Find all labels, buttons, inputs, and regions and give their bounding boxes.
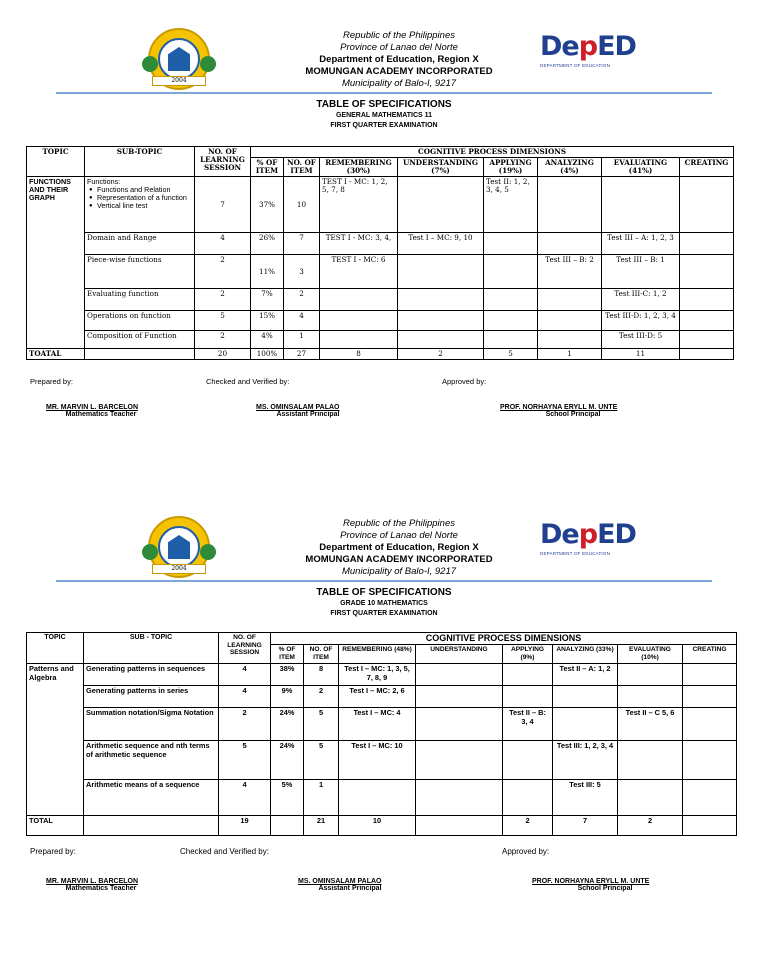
- total-subtopic: [85, 349, 195, 360]
- col-subtopic: SUB - TOPIC: [84, 633, 219, 664]
- province-line: Province of Lanao del Norte: [340, 530, 458, 541]
- col-remembering: REMEMBERING (30%): [320, 158, 398, 177]
- table-row: [27, 707, 737, 740]
- analyzing-cell: [553, 707, 618, 740]
- table-header-row: [27, 147, 734, 158]
- col-applying: APPLYING (19%): [484, 158, 538, 177]
- sessions-cell: 4: [219, 779, 271, 815]
- col-creating: CREATING: [680, 158, 734, 177]
- analyzing-cell: [538, 289, 602, 311]
- analyzing-cell: Test III: 1, 2, 3, 4: [553, 740, 618, 779]
- items-cell: 2: [304, 685, 339, 707]
- specification-table: [26, 146, 734, 360]
- subtopic-cell: Composition of Function: [85, 331, 195, 349]
- analyzing-cell: Test III – B: 2: [538, 255, 602, 289]
- deped-logo-de: De: [540, 31, 579, 62]
- sessions-cell: 2: [219, 707, 271, 740]
- preparer-name: MR. MARVIN L. BARCELON: [46, 878, 139, 885]
- evaluating-cell: [618, 685, 683, 707]
- total-creating: [683, 815, 737, 835]
- department-line: Department of Education, Region X: [319, 54, 479, 65]
- analyzing-cell: [538, 311, 602, 331]
- analyzing-cell: [538, 233, 602, 255]
- applying-cell: [503, 740, 553, 779]
- understanding-cell: Test I – MC: 9, 10: [398, 233, 484, 255]
- preparer-signature: [46, 404, 156, 418]
- understanding-cell: [398, 331, 484, 349]
- letterhead: [0, 510, 768, 586]
- seal-year: 2004: [152, 564, 206, 574]
- checker-role: Assistant Principal: [318, 885, 382, 892]
- sessions-cell: 4: [195, 233, 251, 255]
- analyzing-cell: Test II – A: 1, 2: [553, 663, 618, 685]
- col-items: NO. OF ITEM: [304, 644, 339, 663]
- deped-logo-ed: ED: [597, 519, 636, 550]
- table-row: [27, 331, 734, 349]
- specification-table: [26, 632, 737, 836]
- approver-role: School Principal: [577, 885, 633, 892]
- sessions-cell: 2: [195, 255, 251, 289]
- checked-by-label: Checked and Verified by:: [180, 847, 269, 856]
- items-cell: 4: [284, 311, 320, 331]
- letterhead-text: [0, 30, 768, 90]
- approver-name: PROF. NORHAYNA ERYLL M. UNTE: [532, 878, 650, 885]
- evaluating-cell: [618, 663, 683, 685]
- total-understanding: 2: [398, 349, 484, 360]
- items-cell: 7: [284, 233, 320, 255]
- topic-cell: Patterns and Algebra: [27, 663, 84, 815]
- analyzing-cell: [553, 685, 618, 707]
- table-row: [27, 663, 737, 685]
- total-remembering: 8: [320, 349, 398, 360]
- evaluating-cell: Test III-C: 1, 2: [602, 289, 680, 311]
- seal-year: 2004: [152, 76, 206, 86]
- applying-cell: [503, 663, 553, 685]
- bullet-item: ● Representation of a function: [87, 194, 192, 202]
- document-title: TABLE OF SPECIFICATIONS: [316, 587, 452, 598]
- items-cell: 2: [284, 289, 320, 311]
- total-remembering: 10: [339, 815, 416, 835]
- pct-cell: 24%: [271, 707, 304, 740]
- applying-cell: Test II – B: 3, 4: [503, 707, 553, 740]
- applying-cell: Test II: 1, 2, 3, 4, 5: [484, 177, 538, 233]
- col-analyzing: ANALYZING (33%): [553, 644, 618, 663]
- header-rule: [56, 580, 712, 582]
- prepared-by-label: Prepared by:: [30, 377, 73, 386]
- items-cell: 5: [304, 707, 339, 740]
- municipality-line: Municipality of Balo-I, 9217: [341, 78, 457, 89]
- pct-cell: 11%: [251, 255, 284, 289]
- creating-cell: [680, 289, 734, 311]
- remembering-cell: [320, 331, 398, 349]
- understanding-cell: [398, 311, 484, 331]
- deped-logo-subtitle: DEPARTMENT OF EDUCATION: [540, 551, 611, 556]
- preparer-role: Mathematics Teacher: [65, 411, 137, 418]
- remembering-cell: Test I – MC: 1, 3, 5, 7, 8, 9: [339, 663, 416, 685]
- table-row: [27, 289, 734, 311]
- deped-logo-p: p: [578, 519, 598, 550]
- evaluating-cell: Test II – C 5, 6: [618, 707, 683, 740]
- table-header-row: [27, 633, 737, 645]
- total-evaluating: 11: [602, 349, 680, 360]
- creating-cell: [680, 233, 734, 255]
- evaluating-cell: Test III – A: 1, 2, 3: [602, 233, 680, 255]
- total-items: 21: [304, 815, 339, 835]
- tos-general-mathematics: [0, 20, 768, 418]
- col-subtopic: SUB-TOPIC: [85, 147, 195, 177]
- understanding-cell: [398, 255, 484, 289]
- remembering-cell: Test I – MC: 10: [339, 740, 416, 779]
- document-titles: [0, 98, 768, 131]
- header-rule: [56, 92, 712, 94]
- document-subject: GENERAL MATHEMATICS 11: [335, 112, 433, 119]
- items-cell: 8: [304, 663, 339, 685]
- remembering-cell: Test I – MC: 4: [339, 707, 416, 740]
- total-label: TOATAL: [27, 349, 85, 360]
- subtopic-cell: Evaluating function: [85, 289, 195, 311]
- table-row: [27, 685, 737, 707]
- remembering-cell: [339, 779, 416, 815]
- evaluating-cell: Test III-D: 5: [602, 331, 680, 349]
- col-evaluating: EVALUATING (10%): [618, 644, 683, 663]
- total-understanding: [416, 815, 503, 835]
- creating-cell: [683, 740, 737, 779]
- pct-cell: 15%: [251, 311, 284, 331]
- col-topic: TOPIC: [27, 633, 84, 664]
- sessions-cell: 2: [195, 331, 251, 349]
- document-titles: [0, 586, 768, 619]
- creating-cell: [683, 707, 737, 740]
- approver-role: School Principal: [545, 411, 601, 418]
- pct-cell: 37%: [251, 177, 284, 233]
- applying-cell: [484, 331, 538, 349]
- deped-logo-p: p: [578, 31, 598, 62]
- col-remembering: REMEMBERING (48%): [339, 644, 416, 663]
- creating-cell: [683, 779, 737, 815]
- approver-signature: [500, 404, 646, 418]
- checked-by-label: Checked and Verified by:: [206, 377, 290, 386]
- analyzing-cell: [538, 177, 602, 233]
- col-sessions: NO. OF LEARNING SESSION: [195, 147, 251, 177]
- col-cognitive-dims: COGNITIVE PROCESS DIMENSIONS: [251, 147, 734, 158]
- document-title: TABLE OF SPECIFICATIONS: [316, 99, 452, 110]
- subtopic-cell: Summation notation/Sigma Notation: [84, 707, 219, 740]
- table-row: [27, 177, 734, 233]
- deped-logo: [540, 32, 636, 78]
- preparer-role: Mathematics Teacher: [65, 885, 137, 892]
- col-items: NO. OF ITEM: [284, 158, 320, 177]
- items-cell: 1: [284, 331, 320, 349]
- topic-cell: FUNCTIONS AND THEIR GRAPH: [27, 177, 85, 349]
- subtopic-cell: Piece-wise functions: [85, 255, 195, 289]
- sessions-cell: 7: [195, 177, 251, 233]
- deped-logo-subtitle: DEPARTMENT OF EDUCATION: [540, 63, 611, 68]
- table-row: [27, 740, 737, 779]
- creating-cell: [683, 663, 737, 685]
- items-cell: 1: [304, 779, 339, 815]
- creating-cell: [680, 311, 734, 331]
- creating-cell: [680, 177, 734, 233]
- approved-by-label: Approved by:: [502, 847, 550, 856]
- total-sessions: 19: [219, 815, 271, 835]
- applying-cell: [503, 779, 553, 815]
- pct-cell: 7%: [251, 289, 284, 311]
- municipality-line: Municipality of Balo-I, 9217: [341, 566, 457, 577]
- items-cell: 5: [304, 740, 339, 779]
- deped-logo-ed: ED: [597, 31, 636, 62]
- republic-line: Republic of the Philippines: [343, 518, 455, 529]
- document-subject: GRADE 10 MATHEMATICS: [340, 600, 428, 607]
- applying-cell: [484, 255, 538, 289]
- total-analyzing: 7: [553, 815, 618, 835]
- school-name: MOMUNGAN ACADEMY INCORPORATED: [305, 66, 493, 77]
- province-line: Province of Lanao del Norte: [340, 42, 458, 53]
- sessions-cell: 5: [195, 311, 251, 331]
- pct-cell: 5%: [271, 779, 304, 815]
- total-sessions: 20: [195, 349, 251, 360]
- school-name: MOMUNGAN ACADEMY INCORPORATED: [305, 554, 493, 565]
- applying-cell: [484, 289, 538, 311]
- republic-line: Republic of the Philippines: [343, 30, 455, 41]
- sessions-cell: 4: [219, 663, 271, 685]
- pct-cell: 24%: [271, 740, 304, 779]
- table-row: [27, 233, 734, 255]
- checker-role: Assistant Principal: [276, 411, 340, 418]
- creating-cell: [683, 685, 737, 707]
- checker-name: MS. OMINSALAM PALAO: [256, 404, 340, 411]
- creating-cell: [680, 331, 734, 349]
- col-pct: % OF ITEM: [251, 158, 284, 177]
- total-row: [27, 349, 734, 360]
- col-analyzing: ANALYZING (4%): [538, 158, 602, 177]
- preparer-signature: [46, 878, 156, 892]
- deped-logo-de: De: [540, 519, 579, 550]
- understanding-cell: [416, 740, 503, 779]
- understanding-cell: [398, 289, 484, 311]
- letterhead-text: [0, 518, 768, 578]
- subtopic-title: Functions:: [87, 177, 121, 186]
- subtopic-cell: Generating patterns in series: [84, 685, 219, 707]
- total-label: TOTAL: [27, 815, 84, 835]
- sessions-cell: 2: [195, 289, 251, 311]
- col-cognitive-dims: COGNITIVE PROCESS DIMENSIONS: [271, 633, 737, 645]
- subtopic-cell: Arithmetic means of a sequence: [84, 779, 219, 815]
- col-topic: TOPIC: [27, 147, 85, 177]
- col-applying: APPLYING (9%): [503, 644, 553, 663]
- evaluating-cell: [618, 779, 683, 815]
- subtopic-cell: Arithmetic sequence and nth terms of arithmetic sequence: [84, 740, 219, 779]
- understanding-cell: [416, 685, 503, 707]
- applying-cell: [484, 311, 538, 331]
- preparer-name: MR. MARVIN L. BARCELON: [46, 404, 139, 411]
- remembering-cell: TEST I - MC: 6: [320, 255, 398, 289]
- understanding-cell: [416, 779, 503, 815]
- approver-signature: [532, 878, 678, 892]
- applying-cell: [503, 685, 553, 707]
- table-row: [27, 311, 734, 331]
- checker-signature: [298, 878, 402, 892]
- checker-signature: [256, 404, 360, 418]
- remembering-cell: TEST I - MC: 3, 4,: [320, 233, 398, 255]
- table-row: [27, 255, 734, 289]
- col-sessions: NO. OF LEARNING SESSION: [219, 633, 271, 664]
- evaluating-cell: [602, 177, 680, 233]
- pct-cell: 38%: [271, 663, 304, 685]
- checker-name: MS. OMINSALAM PALAO: [298, 878, 382, 885]
- col-pct: % OF ITEM: [271, 644, 304, 663]
- col-evaluating: EVALUATING (41%): [602, 158, 680, 177]
- pct-cell: 26%: [251, 233, 284, 255]
- subtopic-cell: Domain and Range: [85, 233, 195, 255]
- remembering-cell: Test I – MC: 2, 6: [339, 685, 416, 707]
- col-understanding: UNDERSTANDING (7%): [398, 158, 484, 177]
- approved-by-label: Approved by:: [442, 377, 487, 386]
- analyzing-cell: [538, 331, 602, 349]
- total-row: [27, 815, 737, 835]
- total-evaluating: 2: [618, 815, 683, 835]
- letterhead: [0, 20, 768, 96]
- total-analyzing: 1: [538, 349, 602, 360]
- total-applying: 5: [484, 349, 538, 360]
- evaluating-cell: [618, 740, 683, 779]
- evaluating-cell: Test III-D: 1, 2, 3, 4: [602, 311, 680, 331]
- subtopic-cell: [85, 177, 195, 233]
- department-line: Department of Education, Region X: [319, 542, 479, 553]
- pct-cell: 9%: [271, 685, 304, 707]
- applying-cell: [484, 233, 538, 255]
- analyzing-cell: Test III: 5: [553, 779, 618, 815]
- total-applying: 2: [503, 815, 553, 835]
- sessions-cell: 5: [219, 740, 271, 779]
- col-creating: CREATING: [683, 644, 737, 663]
- total-items: 27: [284, 349, 320, 360]
- prepared-by-label: Prepared by:: [30, 847, 76, 856]
- evaluating-cell: Test III – B: 1: [602, 255, 680, 289]
- understanding-cell: [416, 663, 503, 685]
- remembering-cell: [320, 289, 398, 311]
- items-cell: 3: [284, 255, 320, 289]
- table-row: [27, 779, 737, 815]
- total-pct: 100%: [251, 349, 284, 360]
- total-creating: [680, 349, 734, 360]
- creating-cell: [680, 255, 734, 289]
- deped-logo: [540, 520, 636, 566]
- understanding-cell: [416, 707, 503, 740]
- items-cell: 10: [284, 177, 320, 233]
- document-exam: FIRST QUARTER EXAMINATION: [330, 610, 438, 617]
- col-understanding: UNDERSTANDING: [416, 644, 503, 663]
- total-subtopic: [84, 815, 219, 835]
- subtopic-cell: Generating patterns in sequences: [84, 663, 219, 685]
- remembering-cell: [320, 311, 398, 331]
- sessions-cell: 4: [219, 685, 271, 707]
- approver-name: PROF. NORHAYNA ERYLL M. UNTE: [500, 404, 618, 411]
- pct-cell: 4%: [251, 331, 284, 349]
- subtopic-cell: Operations on function: [85, 311, 195, 331]
- total-pct: [271, 815, 304, 835]
- document-exam: FIRST QUARTER EXAMINATION: [330, 122, 438, 129]
- bullet-item: ● Functions and Relation: [87, 186, 192, 194]
- understanding-cell: [398, 177, 484, 233]
- tos-grade10-mathematics: [0, 510, 768, 892]
- remembering-cell: TEST I - MC: 1, 2, 5, 7, 8: [320, 177, 398, 233]
- bullet-item: ● Vertical line test: [87, 202, 192, 210]
